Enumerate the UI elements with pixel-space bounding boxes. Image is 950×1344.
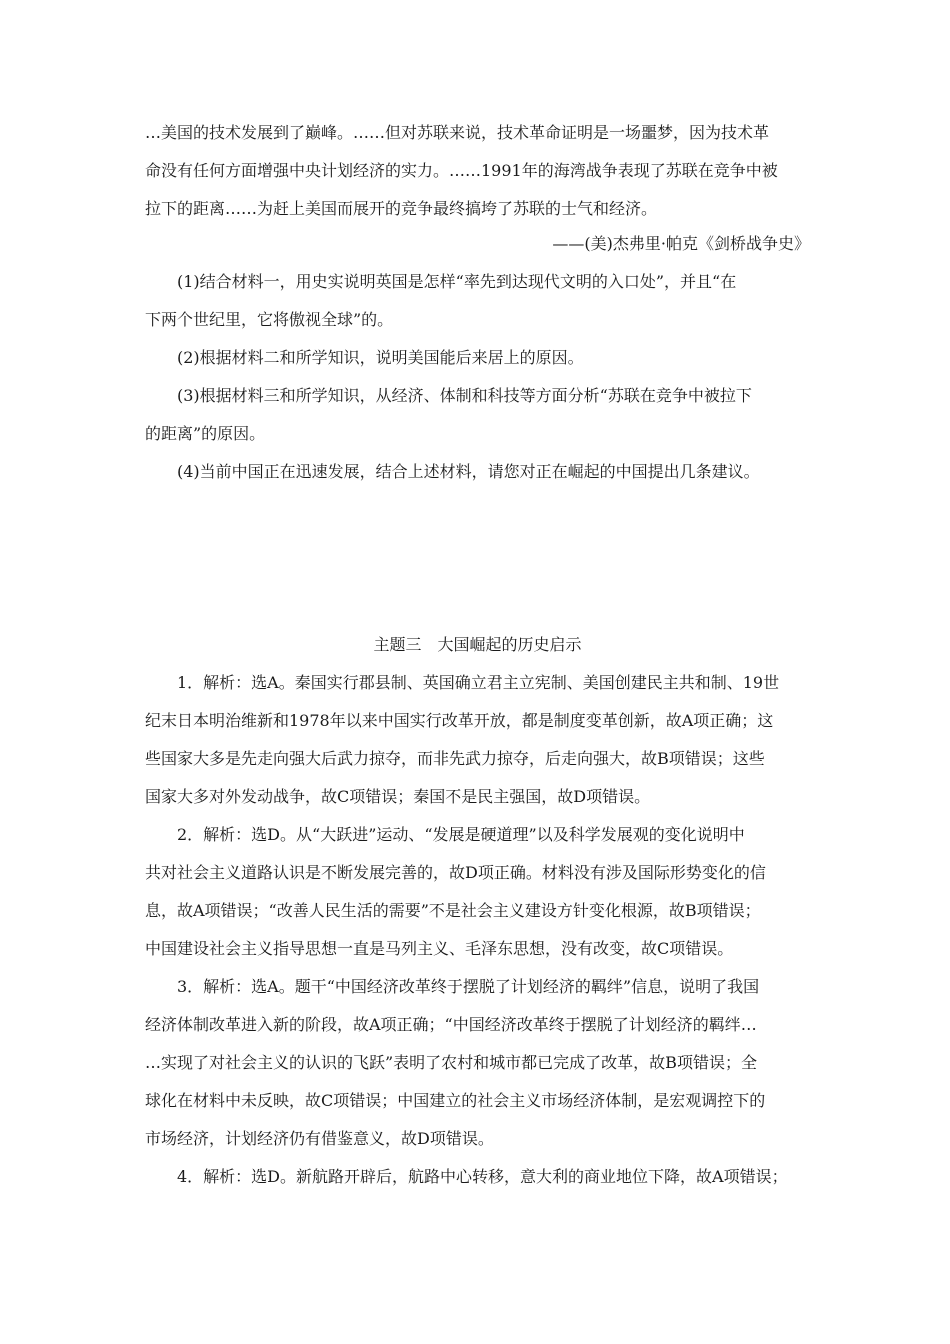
question-2-line: (2)根据材料二和所学知识，说明美国能后来居上的原因。: [177, 348, 584, 367]
answers-title: 主题三 大国崛起的历史启示: [373, 635, 582, 654]
answer-line: 球化在材料中未反映，故C项错误；中国建立的社会主义市场经济体制，是宏观调控下的: [145, 1091, 766, 1110]
answer-line: 共对社会主义道路认识是不断发展完善的，故D项正确。材料没有涉及国际形势变化的信: [145, 863, 766, 882]
answer-line: 市场经济，计划经济仍有借鉴意义，故D项错误。: [145, 1129, 494, 1148]
question-1-line: (1)结合材料一，用史实说明英国是怎样“率先到达现代文明的入口处”，并且“在: [177, 272, 737, 291]
question-1-line: 下两个世纪里，它将傲视全球”的。: [145, 310, 394, 329]
answer-1: [145, 673, 810, 807]
excerpt-source: ——(美)杰弗里·帕克《剑桥战争史》: [552, 234, 810, 253]
answer-3: [145, 977, 810, 1149]
answer-line: 4．解析：选D。新航路开辟后，航路中心转移，意大利的商业地位下降，故A项错误；: [177, 1167, 788, 1186]
answer-4: [145, 1167, 810, 1187]
answer-line: 2．解析：选D。从“大跃进”运动、“发展是硬道理”以及科学发展观的变化说明中: [177, 825, 745, 844]
answer-line: 国家大多对外发动战争，故C项错误；秦国不是民主强国，故D项错误。: [145, 787, 651, 806]
material-three-excerpt: [145, 123, 810, 254]
question-3-line: (3)根据材料三和所学知识，从经济、体制和科技等方面分析“苏联在竞争中被拉下: [177, 386, 752, 405]
excerpt-line: …美国的技术发展到了巅峰。……但对苏联来说，技术革命证明是一场噩梦，因为技术革: [145, 123, 770, 142]
excerpt-line: 拉下的距离……为赶上美国而展开的竞争最终搞垮了苏联的士气和经济。: [145, 199, 658, 218]
question-3-line: 的距离”的原因。: [145, 424, 266, 443]
answers-section: [145, 635, 810, 1187]
answer-2: [145, 825, 810, 959]
question-list: [145, 272, 810, 482]
answer-line: …实现了对社会主义的认识的飞跃”表明了农村和城市都已完成了改革，故B项错误；全: [145, 1053, 757, 1072]
answer-line: 纪末日本明治维新和1978年以来中国实行改革开放，都是制度变革创新，故A项正确；这: [145, 711, 774, 730]
answer-line: 3．解析：选A。题干“中国经济改革终于摆脱了计划经济的羁绊”信息，说明了我国: [177, 977, 760, 996]
excerpt-line: 命没有任何方面增强中央计划经济的实力。……1991年的海湾战争表现了苏联在竞争中被: [145, 161, 778, 180]
answer-line: 些国家大多是先走向强大后武力掠夺，而非先武力掠夺，后走向强大，故B项错误；这些: [145, 749, 765, 768]
document-body: [145, 123, 810, 1186]
question-4-line: (4)当前中国正在迅速发展，结合上述材料，请您对正在崛起的中国提出几条建议。: [177, 462, 760, 481]
answer-line: 中国建设社会主义指导思想一直是马列主义、毛泽东思想，没有改变，故C项错误。: [145, 939, 734, 958]
answer-line: 息，故A项错误；“改善人民生活的需要”不是社会主义建设方针变化根源，故B项错误；: [145, 901, 761, 920]
answer-line: 1．解析：选A。秦国实行郡县制、英国确立君主立宪制、美国创建民主共和制、19世: [177, 673, 780, 692]
answer-line: 经济体制改革进入新的阶段，故A项正确；“中国经济改革终于摆脱了计划经济的羁绊…: [145, 1015, 757, 1034]
